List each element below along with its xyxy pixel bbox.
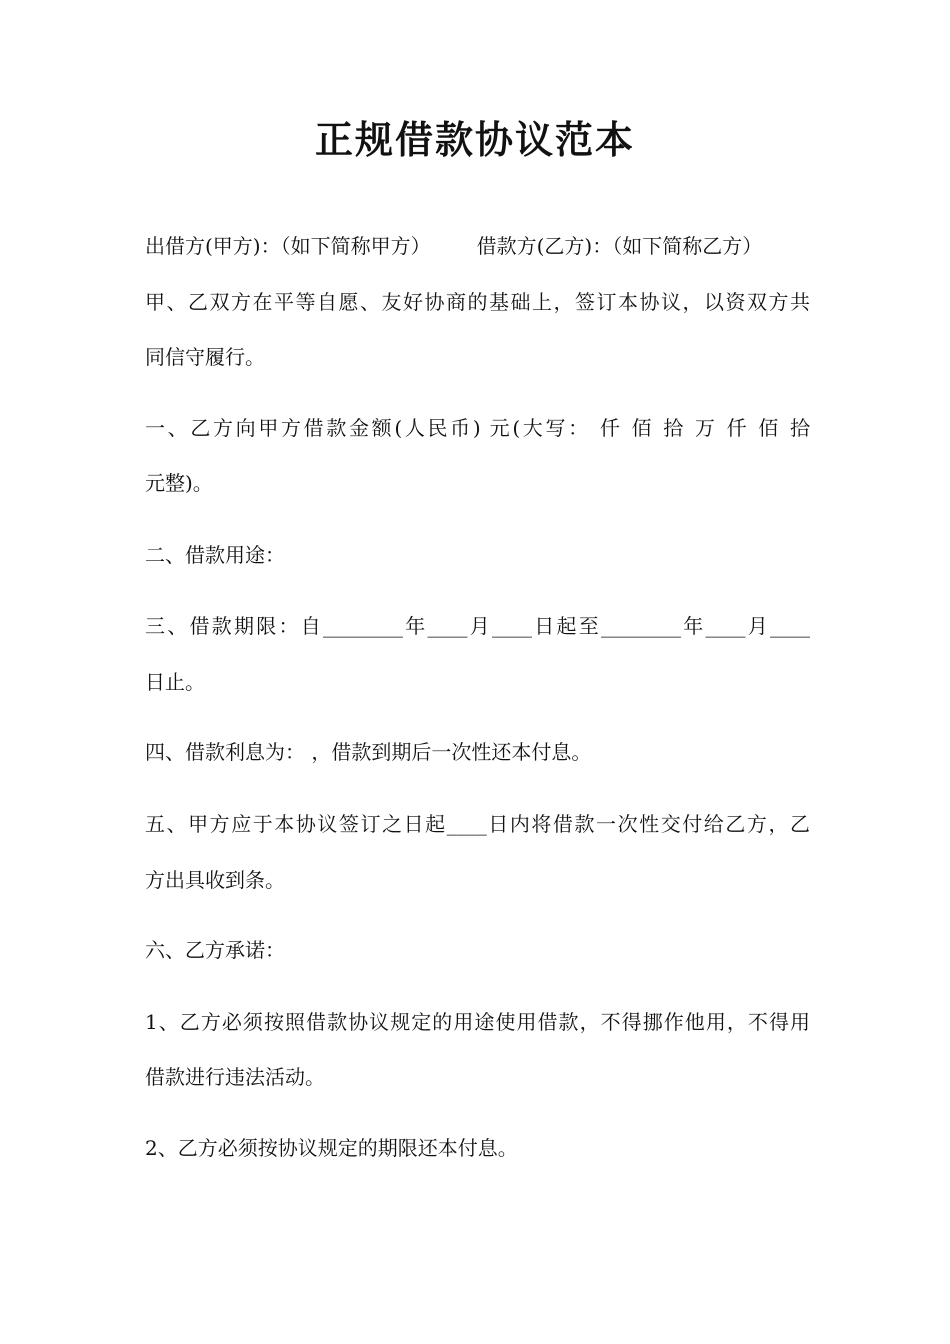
clause-3-line-2: 日止。	[145, 670, 205, 694]
clause-1-line-2: 元整)。	[145, 471, 213, 495]
preamble-line-2: 同信守履行。	[145, 345, 265, 369]
parties-line	[145, 232, 810, 260]
clause-6-heading: 六、乙方承诺：	[145, 938, 285, 962]
preamble-line-1: 甲、乙双方在平等自愿、友好协商的基础上，签订本协议，以资双方共	[145, 290, 810, 314]
clause-2: 二、借款用途：	[145, 543, 285, 567]
clause-6-item-1-line-2: 借款进行违法活动。	[145, 1065, 325, 1089]
clause-5-line-2: 方出具收到条。	[145, 868, 285, 892]
clause-6-item-2: 2、乙方必须按协议规定的期限还本付息。	[145, 1136, 518, 1160]
clause-5-line-1: 五、甲方应于本协议签订之日起____日内将借款一次性交付给乙方，乙	[145, 812, 810, 836]
document-title: 正规借款协议范本	[314, 118, 635, 162]
clause-1-line-1: 一、乙方向甲方借款金额(人民币) 元(大写： 仟 佰 拾 万 仟 佰 拾	[145, 416, 810, 440]
clause-4: 四、借款利息为： ，借款到期后一次性还本付息。	[145, 740, 592, 764]
borrower-label: 借款方(乙方)：（如下简称乙方）	[476, 234, 763, 258]
lender-label: 出借方(甲方)：（如下简称甲方）	[145, 234, 431, 258]
clause-3-line-1: 三、借款期限：自________年____月____日起至________年____月____	[145, 614, 810, 638]
clause-6-item-1-line-1: 1、乙方必须按照借款协议规定的用途使用借款，不得挪作他用，不得用	[145, 1010, 810, 1034]
